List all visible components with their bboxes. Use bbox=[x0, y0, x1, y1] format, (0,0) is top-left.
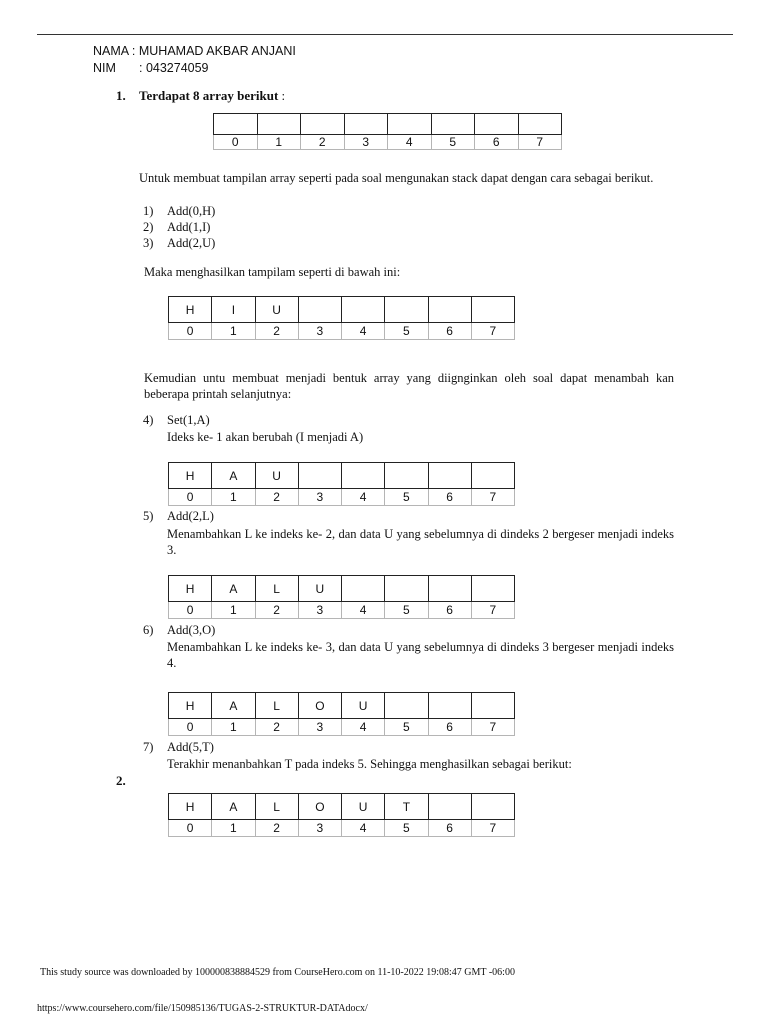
array-value-cell bbox=[385, 576, 428, 602]
result-text: Maka menghasilkan tampilam seperti di bawah ini: bbox=[144, 265, 401, 279]
array-value-cell: O bbox=[298, 693, 341, 719]
array-index-cell: 3 bbox=[298, 323, 341, 340]
array-value-cell bbox=[428, 463, 471, 489]
array-value-cell bbox=[471, 463, 514, 489]
array-value-cell bbox=[385, 693, 428, 719]
step-5: 5) Add(2,L) bbox=[143, 509, 214, 523]
array-step-4 bbox=[168, 462, 515, 506]
array-index-cell: 4 bbox=[342, 719, 385, 736]
array-index-cell: 0 bbox=[169, 820, 212, 837]
intro-paragraph: Untuk membuat tampilan array seperti pada soal mengunakan stack dapat dengan cara sebagai berikut. bbox=[139, 171, 654, 185]
array-index-cell: 4 bbox=[342, 820, 385, 837]
question-1-heading: 1. Terdapat 8 array berikut : bbox=[116, 88, 286, 103]
array-index-cell: 2 bbox=[255, 820, 298, 837]
array-index-cell: 2 bbox=[301, 135, 345, 150]
array-index-cell: 4 bbox=[388, 135, 432, 150]
array-index-cell: 5 bbox=[385, 323, 428, 340]
question-2-heading: 2. bbox=[116, 773, 126, 788]
array-index-cell: 1 bbox=[212, 719, 255, 736]
array-value-cell bbox=[428, 576, 471, 602]
array-index-cell: 7 bbox=[471, 602, 514, 619]
array-value-row bbox=[169, 297, 515, 323]
array-index-row bbox=[214, 135, 562, 150]
array-value-cell: O bbox=[298, 794, 341, 820]
array-index-cell: 1 bbox=[212, 820, 255, 837]
array-index-cell: 6 bbox=[428, 820, 471, 837]
array-value-cell bbox=[298, 463, 341, 489]
array-value-cell bbox=[301, 114, 345, 135]
array-index-cell: 7 bbox=[471, 719, 514, 736]
array-final bbox=[168, 793, 515, 837]
array-index-cell: 5 bbox=[385, 489, 428, 506]
array-index-cell: 3 bbox=[298, 719, 341, 736]
array-value-cell bbox=[471, 794, 514, 820]
array-index-cell: 2 bbox=[255, 489, 298, 506]
step-4-desc: Ideks ke- 1 akan berubah (I menjadi A) bbox=[167, 430, 364, 444]
array-value-cell: U bbox=[255, 463, 298, 489]
array-step-3 bbox=[168, 296, 515, 340]
step-2: 2) Add(1,I) bbox=[143, 220, 211, 234]
array-value-cell bbox=[475, 114, 519, 135]
array-index-cell: 2 bbox=[255, 719, 298, 736]
step-4: 4) Set(1,A) bbox=[143, 413, 210, 427]
step-7-desc: Terakhir menanbahkan T pada indeks 5. Sehingga menghasilkan sebagai berikut: bbox=[167, 757, 572, 771]
array-index-cell: 0 bbox=[169, 719, 212, 736]
array-index-row bbox=[169, 820, 515, 837]
array-step-6 bbox=[168, 692, 515, 736]
continue-paragraph: Kemudian untu membuat menjadi bentuk array yang diignginkan oleh soal dapat menambah kan beberapa printah selanjutnya: bbox=[144, 371, 674, 401]
array-value-cell bbox=[385, 297, 428, 323]
array-index-cell: 0 bbox=[169, 602, 212, 619]
array-value-cell: A bbox=[212, 463, 255, 489]
array-index-cell: 4 bbox=[342, 489, 385, 506]
array-value-cell bbox=[385, 463, 428, 489]
array-value-cell bbox=[257, 114, 301, 135]
array-index-cell: 1 bbox=[212, 323, 255, 340]
student-name: NAMA : MUHAMAD AKBAR ANJANI bbox=[93, 44, 296, 58]
array-index-row bbox=[169, 719, 515, 736]
student-nim: NIM : 043274059 bbox=[93, 61, 209, 75]
array-index-cell: 3 bbox=[298, 820, 341, 837]
array-value-row bbox=[169, 794, 515, 820]
array-value-cell: L bbox=[255, 693, 298, 719]
footer-source: This study source was downloaded by 100000838884529 from CourseHero.com on 11-10-2022 19:08:47 GMT -06:00 bbox=[40, 967, 515, 978]
array-value-cell: I bbox=[212, 297, 255, 323]
array-value-cell bbox=[471, 693, 514, 719]
array-index-cell: 0 bbox=[214, 135, 258, 150]
array-value-cell: L bbox=[255, 794, 298, 820]
step-6-desc: Menambahkan L ke indeks ke- 3, dan data U yang sebelumnya di dindeks 3 bergeser menjadi indeks 4. bbox=[167, 640, 674, 670]
array-value-cell bbox=[388, 114, 432, 135]
array-value-cell: U bbox=[298, 576, 341, 602]
array-step-5 bbox=[168, 575, 515, 619]
array-value-row bbox=[214, 114, 562, 135]
step-1: 1) Add(0,H) bbox=[143, 204, 216, 218]
array-value-cell: A bbox=[212, 794, 255, 820]
array-value-cell bbox=[342, 576, 385, 602]
array-index-row bbox=[169, 489, 515, 506]
array-value-cell bbox=[471, 576, 514, 602]
array-index-cell: 4 bbox=[342, 323, 385, 340]
array-value-cell: U bbox=[342, 693, 385, 719]
array-index-cell: 7 bbox=[471, 323, 514, 340]
array-index-cell: 3 bbox=[298, 489, 341, 506]
array-index-cell: 6 bbox=[428, 719, 471, 736]
array-index-cell: 1 bbox=[212, 489, 255, 506]
array-index-cell: 6 bbox=[428, 602, 471, 619]
array-index-cell: 3 bbox=[344, 135, 388, 150]
array-index-cell: 1 bbox=[212, 602, 255, 619]
array-index-row bbox=[169, 323, 515, 340]
array-value-cell bbox=[342, 297, 385, 323]
array-index-cell: 5 bbox=[385, 602, 428, 619]
array-index-cell: 7 bbox=[518, 135, 562, 150]
array-index-cell: 6 bbox=[428, 323, 471, 340]
array-value-cell bbox=[214, 114, 258, 135]
array-value-cell: H bbox=[169, 463, 212, 489]
step-5-desc: Menambahkan L ke indeks ke- 2, dan data U yang sebelumnya di dindeks 2 bergeser menjadi indeks 3. bbox=[167, 527, 674, 557]
array-index-cell: 1 bbox=[257, 135, 301, 150]
array-index-cell: 0 bbox=[169, 489, 212, 506]
array-value-cell: U bbox=[342, 794, 385, 820]
array-index-cell: 4 bbox=[342, 602, 385, 619]
array-index-cell: 6 bbox=[428, 489, 471, 506]
array-value-cell: A bbox=[212, 693, 255, 719]
array-top bbox=[213, 113, 562, 150]
array-value-cell: U bbox=[255, 297, 298, 323]
array-value-cell: H bbox=[169, 794, 212, 820]
array-value-cell bbox=[428, 693, 471, 719]
array-value-cell bbox=[342, 463, 385, 489]
array-index-cell: 5 bbox=[431, 135, 475, 150]
array-index-cell: 6 bbox=[475, 135, 519, 150]
array-value-cell bbox=[428, 794, 471, 820]
array-value-cell: L bbox=[255, 576, 298, 602]
array-index-cell: 3 bbox=[298, 602, 341, 619]
array-value-cell: H bbox=[169, 297, 212, 323]
array-value-cell bbox=[298, 297, 341, 323]
array-value-cell: H bbox=[169, 693, 212, 719]
array-value-cell: T bbox=[385, 794, 428, 820]
array-index-cell: 2 bbox=[255, 323, 298, 340]
array-index-cell: 7 bbox=[471, 820, 514, 837]
array-value-row bbox=[169, 576, 515, 602]
array-value-cell bbox=[344, 114, 388, 135]
step-7: 7) Add(5,T) bbox=[143, 740, 214, 754]
array-index-cell: 0 bbox=[169, 323, 212, 340]
array-value-row bbox=[169, 463, 515, 489]
array-index-cell: 7 bbox=[471, 489, 514, 506]
step-6: 6) Add(3,O) bbox=[143, 623, 216, 637]
array-value-cell bbox=[428, 297, 471, 323]
array-index-cell: 5 bbox=[385, 820, 428, 837]
array-value-cell: H bbox=[169, 576, 212, 602]
array-index-row bbox=[169, 602, 515, 619]
footer-url[interactable]: https://www.coursehero.com/file/150985136/TUGAS-2-STRUKTUR-DATAdocx/ bbox=[37, 1003, 368, 1014]
array-value-cell: A bbox=[212, 576, 255, 602]
array-index-cell: 5 bbox=[385, 719, 428, 736]
array-value-cell bbox=[471, 297, 514, 323]
array-value-cell bbox=[431, 114, 475, 135]
array-index-cell: 2 bbox=[255, 602, 298, 619]
array-value-row bbox=[169, 693, 515, 719]
array-value-cell bbox=[518, 114, 562, 135]
top-rule bbox=[37, 34, 733, 35]
step-3: 3) Add(2,U) bbox=[143, 236, 216, 250]
